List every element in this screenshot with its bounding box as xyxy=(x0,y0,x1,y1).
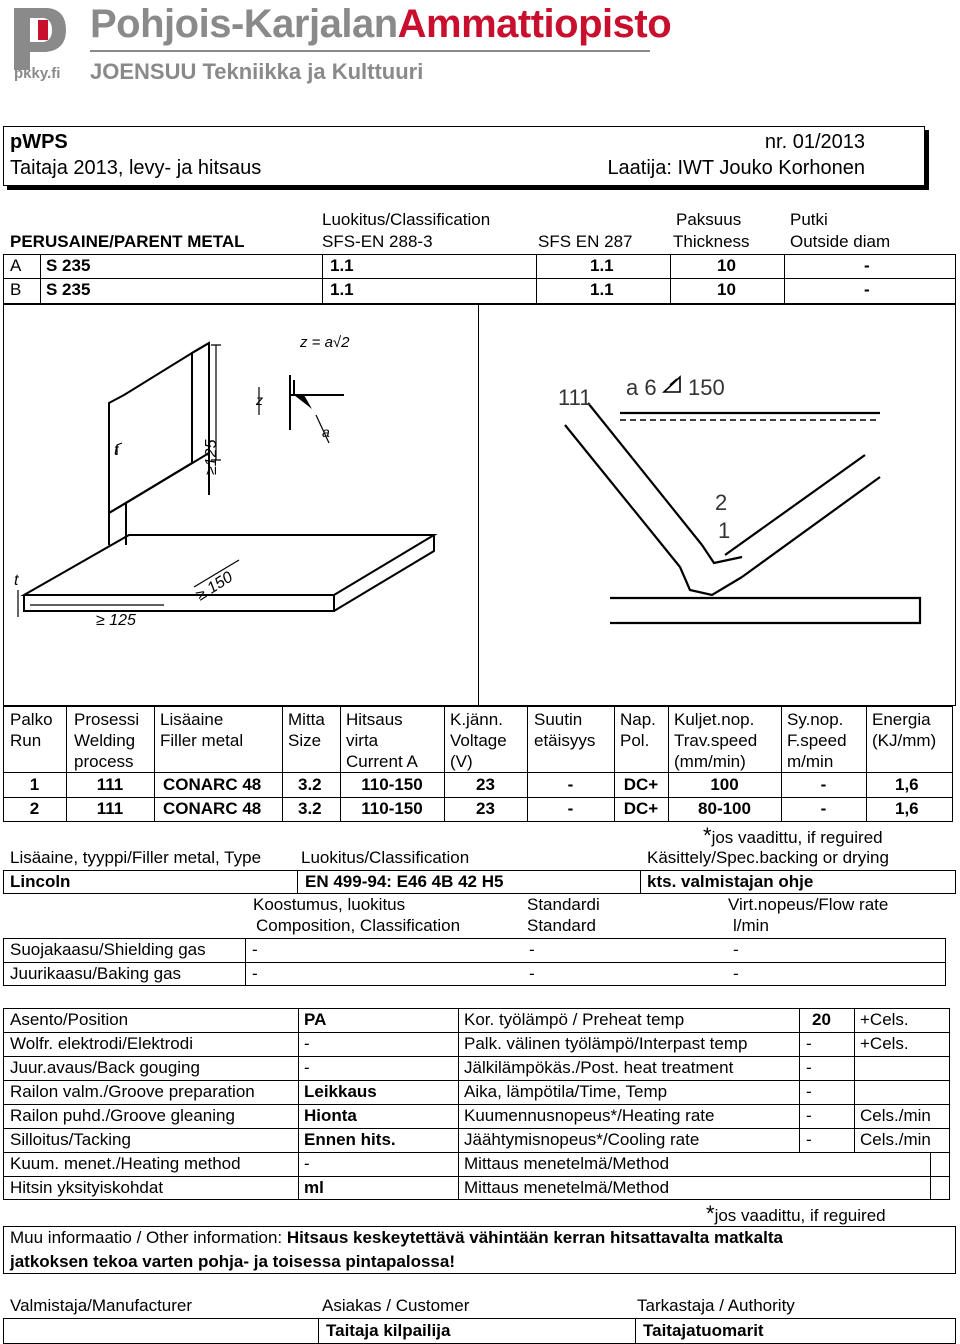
filler-class-label: Luokitus/Classification xyxy=(301,848,470,867)
other-info-line-1 xyxy=(10,1228,783,1248)
run-current: 110-150 xyxy=(361,799,423,818)
params-note xyxy=(706,1201,886,1226)
params-row-divider xyxy=(3,1104,950,1105)
customer-value: Taitaja kilpailija xyxy=(326,1321,451,1340)
weld-size: a 6 xyxy=(626,375,657,400)
filler-backing-label: Käsittely/Spec.backing or drying xyxy=(647,848,889,867)
signature-col-divider xyxy=(635,1318,636,1344)
run-polarity: DC+ xyxy=(623,775,659,794)
pm-row-sfs: 1.1 xyxy=(590,256,614,275)
hdr-current-3: Current A xyxy=(346,752,418,771)
param-value2: - xyxy=(806,1106,812,1125)
params-row-divider xyxy=(3,1056,950,1057)
pm-row-thickness: 10 xyxy=(717,280,736,299)
param-value: - xyxy=(304,1154,310,1173)
other-info-label: Muu informaatio / Other information: xyxy=(10,1228,283,1247)
run-travel: 100 xyxy=(710,775,739,794)
run-feed: - xyxy=(820,775,827,794)
pm-table xyxy=(3,254,956,304)
pm-row-thickness: 10 xyxy=(717,256,736,275)
param-label: Silloitus/Tacking xyxy=(10,1130,131,1149)
params-row-divider xyxy=(3,1128,950,1129)
hdr-polarity-2: Pol. xyxy=(620,731,650,750)
gas-comp-value: - xyxy=(252,964,258,983)
hdr-process-1: Prosessi xyxy=(74,710,140,729)
run-process: 111 xyxy=(96,775,124,794)
param-value: - xyxy=(304,1034,310,1053)
authority-label: Tarkastaja / Authority xyxy=(637,1296,795,1315)
param-unit: Cels./min xyxy=(860,1106,931,1125)
hdr-filler-1: Lisäaine xyxy=(160,710,224,729)
params-col-divider xyxy=(854,1008,855,1152)
param-value: Hionta xyxy=(304,1106,357,1125)
other-info-text-1: Hitsaus keskeytettävä vähintään kerran hitsattavalta matkalta xyxy=(286,1228,783,1247)
params-col-divider xyxy=(930,1152,931,1200)
param-value: Ennen hits. xyxy=(304,1130,396,1149)
run-filler: CONARC 48 xyxy=(163,799,262,818)
drawing-divider xyxy=(478,304,479,706)
hdr-travel-2: Trav.speed xyxy=(674,731,758,750)
filler-type-value: Lincoln xyxy=(10,872,71,891)
params-row-divider xyxy=(3,1176,950,1177)
hdr-size-1: Mitta xyxy=(288,710,325,729)
weld-run-1: 1 xyxy=(718,518,731,543)
hdr-polarity-1: Nap. xyxy=(620,710,656,729)
param-value2: - xyxy=(806,1034,812,1053)
brand-short: pkky.fi xyxy=(14,65,61,82)
pm-heading: PERUSAINE/PARENT METAL xyxy=(10,232,245,251)
pm-row-class: 1.1 xyxy=(330,256,354,275)
weld-length: 150 xyxy=(688,375,725,400)
hdr-feed-1: Sy.nop. xyxy=(787,710,844,729)
param-label: Juur.avaus/Back gouging xyxy=(10,1058,200,1077)
run-filler: CONARC 48 xyxy=(163,775,262,794)
pm-sfs: SFS EN 287 xyxy=(538,232,633,251)
hdr-size-2: Size xyxy=(288,731,322,750)
filler-col-divider xyxy=(640,870,641,894)
gas-std-top: Standardi xyxy=(527,895,600,914)
runs-col-divider xyxy=(282,706,283,822)
param-value: Leikkaus xyxy=(304,1082,377,1101)
hdr-energy-1: Energia xyxy=(872,710,931,729)
run-energy: 1,6 xyxy=(895,775,919,794)
hdr-travel-1: Kuljet.nop. xyxy=(674,710,755,729)
hdr-process-3: process xyxy=(74,752,134,771)
param-label: Wolfr. elektrodi/Elektrodi xyxy=(10,1034,193,1053)
gas-std-value: - xyxy=(529,964,535,983)
gas-label: Suojakaasu/Shielding gas xyxy=(10,940,206,959)
param-value: ml xyxy=(304,1178,324,1197)
param-label: Railon puhd./Groove gleaning xyxy=(10,1106,235,1125)
filler-backing-value: kts. valmistajan ohje xyxy=(647,872,814,891)
hdr-energy-2: (KJ/mm) xyxy=(872,731,937,750)
run-distance: - xyxy=(567,799,574,818)
run-travel: 80-100 xyxy=(698,799,751,818)
brand-main-text: Pohjois-Karjalan xyxy=(90,2,398,46)
gas-row-divider xyxy=(3,962,946,963)
weld-drawing xyxy=(480,305,954,705)
doc-author: Laatija: IWT Jouko Korhonen xyxy=(607,157,865,179)
param-value: - xyxy=(304,1058,310,1077)
signature-col-divider xyxy=(318,1318,319,1344)
param-label2: Mittaus menetelmä/Method xyxy=(464,1154,670,1173)
note-star: * xyxy=(706,1201,715,1226)
label-z: z xyxy=(256,392,263,408)
pm-row-class: 1.1 xyxy=(330,280,354,299)
dim-125-horizontal: ≥ 125 xyxy=(96,612,136,629)
filler-col-divider xyxy=(297,870,298,894)
hdr-current-2: virta xyxy=(346,731,379,750)
param-value: PA xyxy=(304,1010,327,1029)
pm-col-divider xyxy=(40,254,41,304)
gas-flow-top: Virt.nopeus/Flow rate xyxy=(728,895,889,914)
run-process: 111 xyxy=(96,799,124,818)
params-col-divider xyxy=(298,1008,299,1200)
param-label2: Kuumennusnopeus*/Heating rate xyxy=(464,1106,715,1125)
label-t-left: t xyxy=(14,572,19,589)
filler-class-value: EN 499-94: E46 4B 42 H5 xyxy=(305,872,504,891)
run-feed: - xyxy=(820,799,827,818)
param-label2: Jälkilämpökäs./Post. heat treatment xyxy=(464,1058,734,1077)
param-label: Kuum. menet./Heating method xyxy=(10,1154,241,1173)
pm-class-top: Luokitus/Classification xyxy=(322,210,491,229)
fillet-formula: z = a√2 xyxy=(300,334,350,351)
param-label2: Jäähtymisnopeus*/Cooling rate xyxy=(464,1130,700,1149)
param-label: Asento/Position xyxy=(10,1010,129,1029)
param-unit: +Cels. xyxy=(860,1010,909,1029)
run-energy: 1,6 xyxy=(895,799,919,818)
params-row-divider xyxy=(3,1080,950,1081)
params-col-divider xyxy=(799,1008,800,1152)
param-value2: - xyxy=(806,1058,812,1077)
note-star: * xyxy=(703,823,712,848)
weld-process: 111 xyxy=(558,385,592,410)
param-unit: +Cels. xyxy=(860,1034,909,1053)
doc-subject: Taitaja 2013, levy- ja hitsaus xyxy=(10,157,262,179)
pm-row-material: S 235 xyxy=(46,256,91,275)
hdr-voltage-3: (V) xyxy=(450,752,473,771)
pm-col-divider xyxy=(784,254,785,304)
runs-col-divider xyxy=(866,706,867,822)
brand-accent-text: Ammattiopisto xyxy=(397,2,672,46)
run-number: 1 xyxy=(29,775,40,794)
param-label: Hitsin yksityiskohdat xyxy=(10,1178,164,1197)
param-label2: Kor. työlämpö / Preheat temp xyxy=(464,1010,685,1029)
pm-thick-top: Paksuus xyxy=(676,210,742,229)
runs-col-divider xyxy=(154,706,155,822)
param-value2: 20 xyxy=(812,1010,831,1029)
brand-main xyxy=(90,2,671,46)
gas-label: Juurikaasu/Baking gas xyxy=(10,964,182,983)
run-size: 3.2 xyxy=(298,799,322,818)
dim-150: ≥ 150 xyxy=(193,568,236,605)
tjoint-drawing xyxy=(4,305,476,705)
pm-col-divider xyxy=(322,254,323,304)
gas-std: Standard xyxy=(527,916,596,935)
gas-col-divider xyxy=(245,938,246,986)
weld-run-2: 2 xyxy=(715,490,728,515)
note-text: jos vaadittu, if reguired xyxy=(711,828,883,847)
pm-thick: Thickness xyxy=(673,232,750,251)
label-a: a xyxy=(322,424,330,440)
run-voltage: 23 xyxy=(476,799,495,818)
run-voltage: 23 xyxy=(476,775,495,794)
run-size: 3.2 xyxy=(298,775,322,794)
gas-flow-value: - xyxy=(733,964,739,983)
gas-flow-value: - xyxy=(733,940,739,959)
gas-std-value: - xyxy=(529,940,535,959)
pm-row-material: S 235 xyxy=(46,280,91,299)
pm-row-sfs: 1.1 xyxy=(590,280,614,299)
pm-row-divider xyxy=(3,278,956,279)
filler-type-label: Lisäaine, tyyppi/Filler metal, Type xyxy=(10,848,262,867)
params-row-divider xyxy=(3,1032,950,1033)
run-number: 2 xyxy=(29,799,40,818)
param-label2: Aika, lämpötila/Time, Temp xyxy=(464,1082,668,1101)
param-label2: Palk. välinen työlämpö/Interpast temp xyxy=(464,1034,748,1053)
hdr-travel-3: (mm/min) xyxy=(674,752,746,771)
params-row-divider xyxy=(3,1152,950,1153)
param-value2: - xyxy=(806,1130,812,1149)
label-t-top: t xyxy=(114,442,119,459)
gas-comp-value: - xyxy=(252,940,258,959)
hdr-distance-1: Suutin xyxy=(534,710,583,729)
param-label: Railon valm./Groove preparation xyxy=(10,1082,255,1101)
pm-outside: Outside diam xyxy=(790,232,891,251)
gas-comp: Composition, Classification xyxy=(256,916,461,935)
pm-col-divider xyxy=(670,254,671,304)
hdr-run-1: Palko xyxy=(10,710,53,729)
pm-row-outside: - xyxy=(864,256,870,275)
runs-header-divider xyxy=(3,772,953,773)
hdr-distance-2: etäisyys xyxy=(534,731,596,750)
pm-outside-top: Putki xyxy=(790,210,828,229)
brand-sub: JOENSUU Tekniikka ja Kulttuuri xyxy=(90,59,424,84)
param-unit: Cels./min xyxy=(860,1130,931,1149)
doc-number: nr. 01/2013 xyxy=(764,131,865,153)
param-label2: Mittaus menetelmä/Method xyxy=(464,1178,670,1197)
doc-type: pWPS xyxy=(10,131,68,153)
filler-note xyxy=(703,823,883,848)
pm-row-id: A xyxy=(10,256,22,275)
params-col-divider xyxy=(458,1008,459,1200)
run-current: 110-150 xyxy=(361,775,423,794)
customer-label: Asiakas / Customer xyxy=(322,1296,470,1315)
pm-row-id: B xyxy=(10,280,22,299)
other-info-text-2: jatkoksen tekoa varten pohja- ja toisessa pintapalossa! xyxy=(10,1252,455,1271)
run-polarity: DC+ xyxy=(623,799,659,818)
brand-divider xyxy=(90,50,650,52)
pm-row-outside: - xyxy=(864,280,870,299)
pm-col-divider xyxy=(536,254,537,304)
manufacturer-label: Valmistaja/Manufacturer xyxy=(10,1296,193,1315)
gas-comp-top: Koostumus, luokitus xyxy=(253,895,406,914)
gas-flow: l/min xyxy=(733,916,769,935)
pm-class: SFS-EN 288-3 xyxy=(322,232,433,251)
hdr-current-1: Hitsaus xyxy=(346,710,403,729)
dim-125-vertical: ≥125 xyxy=(203,439,220,475)
hdr-voltage-2: Voltage xyxy=(450,731,507,750)
param-value2: - xyxy=(806,1082,812,1101)
hdr-voltage-1: K.jänn. xyxy=(450,710,503,729)
hdr-feed-3: m/min xyxy=(787,752,834,771)
hdr-process-2: Welding xyxy=(74,731,136,750)
authority-value: Taitajatuomarit xyxy=(643,1321,764,1340)
note-text: jos vaadittu, if reguired xyxy=(714,1206,886,1225)
runs-row-divider xyxy=(3,797,953,798)
hdr-filler-2: Filler metal xyxy=(160,731,244,750)
hdr-run-2: Run xyxy=(10,731,42,750)
run-distance: - xyxy=(567,775,574,794)
hdr-feed-2: F.speed xyxy=(787,731,847,750)
signature-row xyxy=(3,1318,956,1344)
